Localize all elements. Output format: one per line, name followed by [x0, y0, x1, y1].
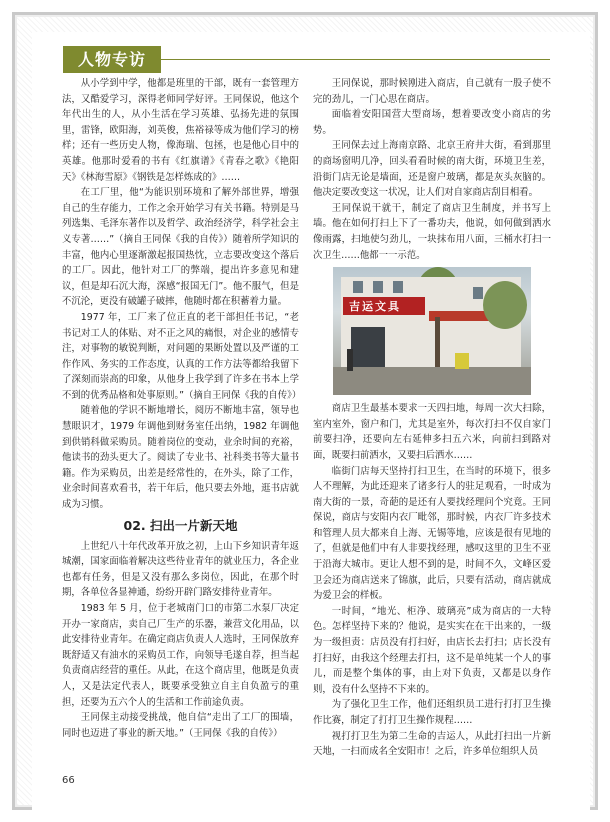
window-shape [353, 281, 363, 293]
paragraph: 在工厂里，他“为能识别环境和了解外部世界，增强自己的生存能力，工作之余开始学习有关书籍。特别是马列选集、毛泽东著作以及哲学、政治经济学，科学社会主义专著……”（摘自王同保《我的自传》）随着所学知识的丰富，他内心里逐渐激起报国热忱，立志要改变这个落后的工厂。因此，他针对工厂的弊端，提出许多意见和建议，但是却石沉大海，深感“报国无门”。他不服气，但是不沉沦，更没有破罐子破摔，他随时都在积蓄着力量。 [62, 187, 299, 308]
paragraph: 面临着安阳国营大型商场，想着要改变小商店的劣势。 [313, 109, 551, 136]
tree-shape [483, 281, 527, 329]
person-figure [347, 349, 353, 371]
paragraph: 王同保主动接受挑战，他自信“走出了工厂的围墙，同时也迈进了事业的新天地。”（王同保《我的自传》） [62, 712, 299, 739]
window-shape [373, 281, 383, 293]
door-shape [351, 327, 385, 367]
paragraph: 王同保说，那时候刚进入商店，自己就有一股子使不完的劲儿，一门心思在商店。 [313, 78, 551, 105]
section-rule [161, 59, 550, 60]
store-sign [343, 297, 425, 315]
section-title: 人物专访 [63, 46, 161, 73]
store-photo [333, 267, 531, 395]
paragraph: 1977 年，工厂来了位正直的老干部担任书记，“老书记对工人的体贴、对不正之风的痛恨，对企业的感情专注，对事物的敏锐判断，对问题的果断处置以及严谨的工作作风、务实的工作态度，认真的工作方法等都给我留下了深刻而崇高的印象，从他身上我学到了许多在书本上学不到的优秀品格和处事原则。”（摘自王同保《我的自传》） [62, 311, 302, 401]
paragraph: 临街门店每天坚持打扫卫生，在当时的环境下，很多人不理解，为此还迎来了诸多行人的驻足观看，一时成为南大街的一景，奇葩的是还有人要找经理问个究竟。王同保说，商店与安阳内衣厂毗邻，那时候，内衣厂许多技术和管理人员大都来自上海、无锡等地，应该是很有见地的了，但就是他们中有人非要找经理，感叹这里的卫生不亚于沿海大城市。更让人想不到的是，时间不久，文峰区爱卫会还为商店送来了锦旗，此后，只要有活动，商店就成为爱卫会的样板。 [313, 465, 551, 602]
left-column [62, 76, 302, 741]
paragraph: 从小学到中学，他都是班里的干部，既有一套管理方法，又酷爱学习，深得老师同学好评。王同保说，他这个年代出生的人，从小生活在学习英雄、弘扬先进的氛围里，雷锋，欧阳海，刘英俊，焦裕禄等成为他们学习的榜样；还有一些历史人物，像海瑞、包拯，也是他心目中的英雄。他那时爱看的书有《红旗谱》《青春之歌》《艳阳天》《林海雪原》《钢铁是怎样炼成的》…… [62, 78, 299, 183]
paragraph: 为了强化卫生工作，他们还组织员工进行打打卫生操作比赛，制定了打打卫生操作规程…… [313, 699, 551, 726]
paragraph: 一时间，“地光、柜净、玻璃亮”成为商店的一大特色。怎样坚持下来的？他说，是实实在在干出来的，一级为一级担责：店员没有打扫好，由店长去打扫；店长没有打扫好，由我这个经理去打扫，这不是单纯某一个人的事儿，而是整个集体的事，由上对下负责，又都是以身作则，没有什么坚持不下来的。 [313, 605, 551, 695]
paragraph: 商店卫生最基本要求一天四扫地，每周一次大扫除，室内室外，窗户和门，尤其是室外，每次打扫不仅自家门前要扫净，还要向左右延伸多扫五六米，向前扫到路对面，既要扫前洒水，又要扫后洒水…… [313, 403, 551, 461]
window-shape [393, 281, 403, 293]
paragraph: 随着他的学识不断地增长，阅历不断地丰富，领导也慧眼识才，1979 年调他到财务室任出纳，1982 年调他到供销科做采购员。随着岗位的变动，业余时间的充裕，他读书的劲头更大了。阅读了专业书、社科类书等大量书籍。作为采购员，出差是经常性的，在外头，除了工作，业余时间喜欢看书，若干年后，他只要去外地，逛书店就成为习惯。 [62, 405, 299, 511]
subheading: 02. 扫出一片新天地 [123, 517, 238, 533]
paragraph: 王同保说干就干，制定了商店卫生制度，并书写上墙。他在如何打扫上下了一番功夫，他说，如何做到洒水像雨露，扫地使匀劲儿，一块抹布用八面，三桶水打扫一次卫生……他都一一示范。 [313, 202, 551, 261]
window-shape [473, 287, 483, 299]
paragraph: 王同保去过上海南京路、北京王府井大街，看到那里的商场窗明几净，回头看看时候的南大街，环境卫生差，沿街门店无论是墙面，还是窗户玻璃，都是灰头灰脑的。他决定要改变这一状况，让人们对自家商店刮目相看。 [313, 140, 551, 199]
right-column [313, 76, 551, 760]
paragraph: 视打打卫生为第二生命的吉运人，从此打扫出一片新天地，一扫而成名全安阳市！之后，许多单位组织人员 [313, 730, 551, 758]
paragraph: 1983 年 5 月，位于老城南门口的市第二水泵厂决定开办一家商店，卖自己厂生产的乐器，兼营文化用品，以此安排待业青年。在确定商店负责人人选时，王同保放弃既舒适又有油水的采购员工作，向领导毛遂自荐，担当起负责商店经营的重任。从此，在这个商店里，他既是负责人，又是法定代表人，既要承受独立自主自负盈亏的重担，还要为五六个人的生活和工作前途负责。 [62, 603, 299, 708]
page-number: 66 [62, 775, 75, 786]
street-ground [333, 367, 531, 395]
paragraph: 上世纪八十年代改革开放之初，上山下乡知识青年返城潮，国家面临着解决这些待业青年的就业压力，各企业也都有任务，但是又没有那么多岗位，因此，在那个时期，各单位各显神通，纷纷开辟门路安排待业青年。 [62, 540, 299, 599]
cart-shape [455, 353, 469, 369]
store-sign-text: 吉运文具 [349, 300, 401, 314]
